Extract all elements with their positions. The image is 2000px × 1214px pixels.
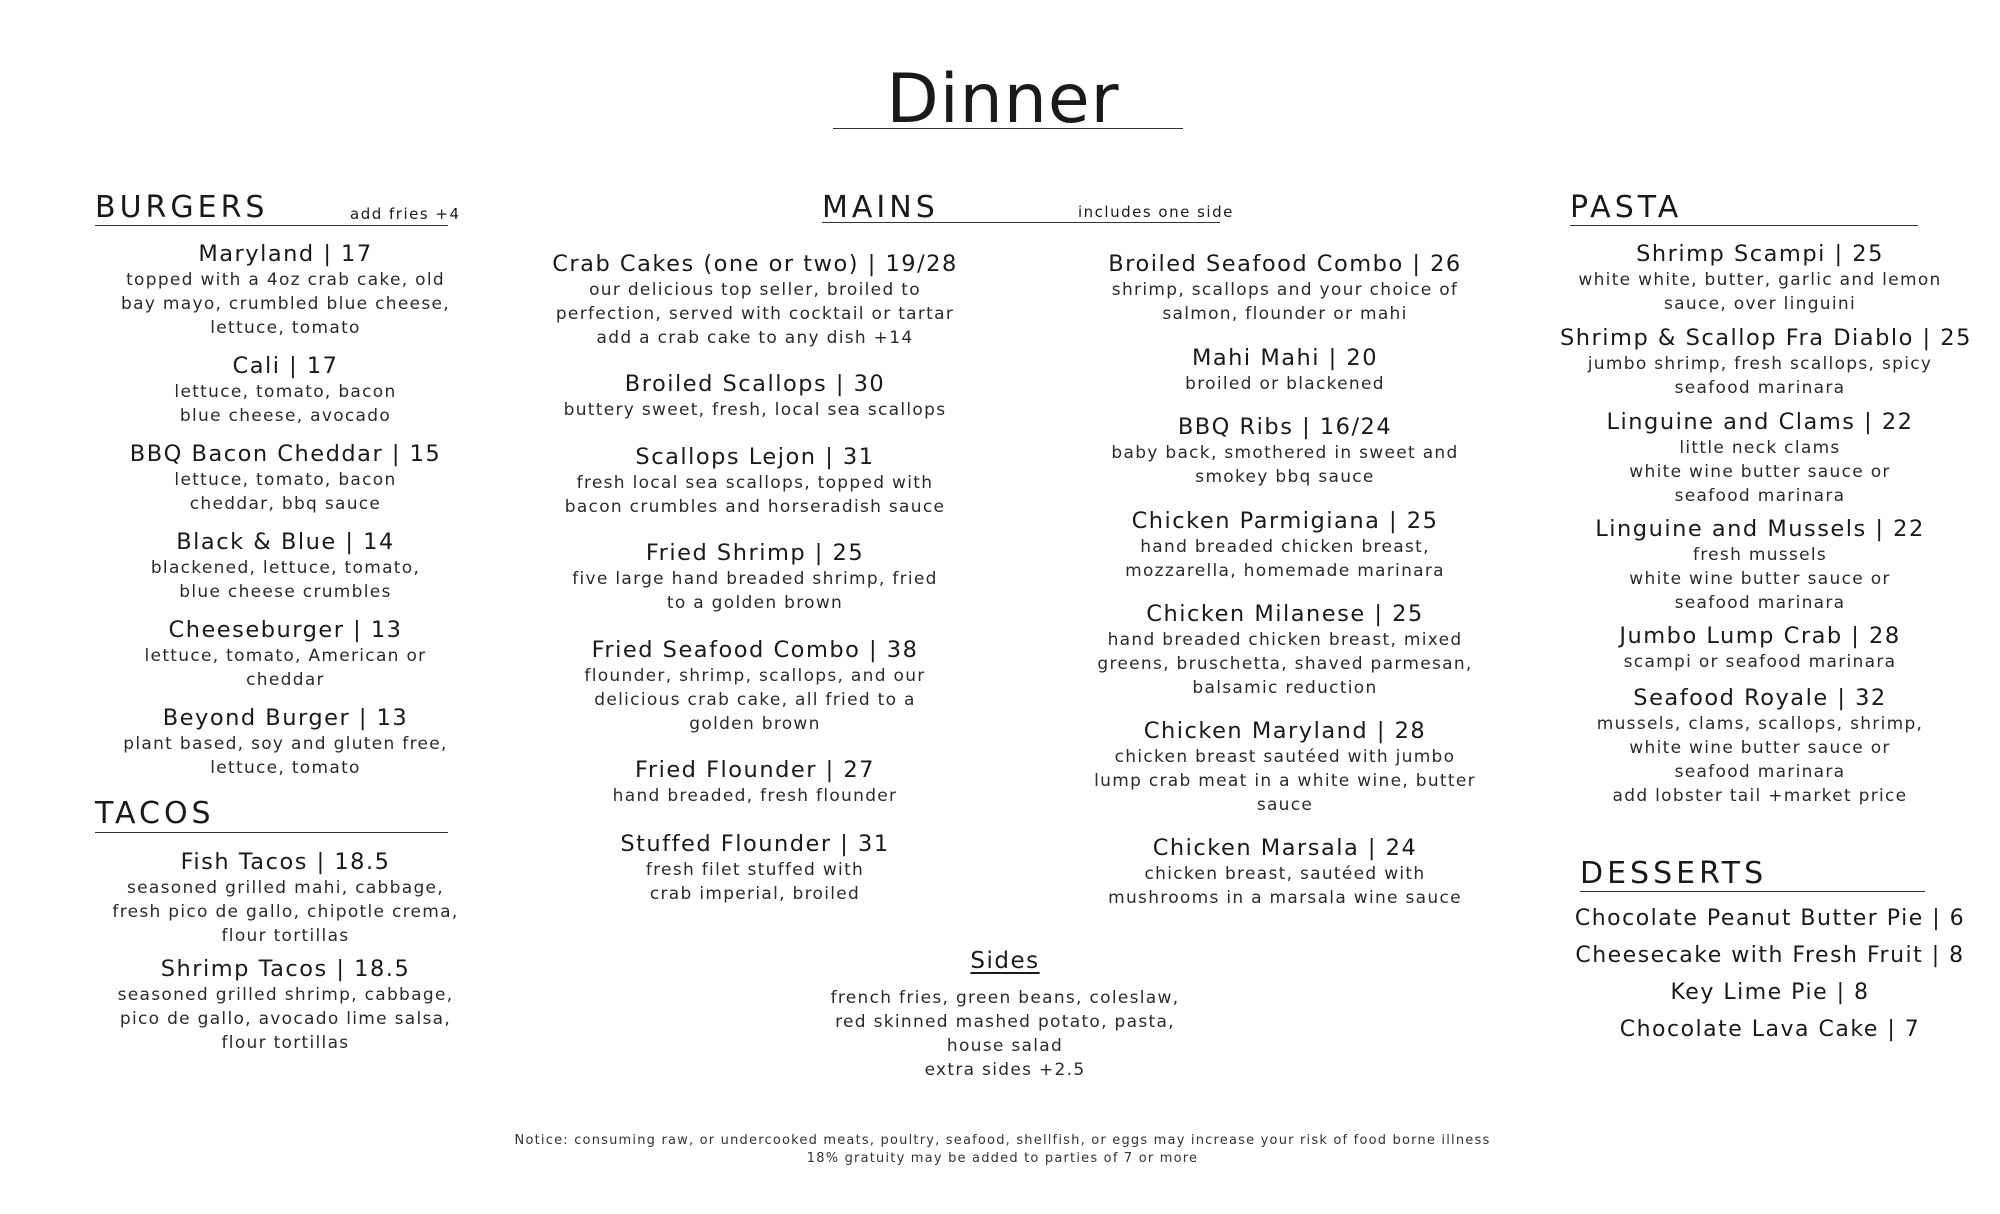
pasta-heading: PASTA [1570, 190, 1683, 225]
item-desc-line: flounder, shrimp, scallops, and our [584, 666, 926, 686]
sides-line: house salad [946, 1036, 1064, 1056]
item-desc-line: seafood marinara [1674, 378, 1846, 398]
item-name: Fried Seafood Combo | 38 [591, 637, 919, 663]
item-desc-line: seafood marinara [1674, 593, 1846, 613]
item-desc-line: hand breaded, fresh flounder [612, 786, 898, 806]
item-desc-line: topped with a 4oz crab cake, old [126, 270, 445, 290]
item-desc-line: blue cheese, avocado [179, 406, 392, 426]
main-item-chicken-maryland [1075, 717, 1495, 817]
item-name: Jumbo Lump Crab | 28 [1619, 623, 1901, 649]
pasta-item-linguine-clams [1560, 408, 1960, 508]
item-desc-line: fresh local sea scallops, topped with [576, 473, 934, 493]
item-name: Linguine and Mussels | 22 [1595, 516, 1925, 542]
item-desc-line: greens, bruschetta, shaved parmesan, [1097, 654, 1473, 674]
item-desc-line: hand breaded chicken breast, mixed [1107, 630, 1463, 650]
item-name: Chicken Milanese | 25 [1146, 601, 1424, 627]
main-item-scallops-lejon [545, 443, 965, 519]
item-name: Broiled Scallops | 30 [624, 371, 886, 397]
burger-item-cheeseburger [108, 616, 463, 692]
pasta-item-seafood-royale [1560, 684, 1960, 808]
item-name: Linguine and Clams | 22 [1606, 409, 1914, 435]
item-desc-line: seafood marinara [1674, 486, 1846, 506]
item-desc-line: balsamic reduction [1192, 678, 1378, 698]
item-desc-line: golden brown [689, 714, 821, 734]
item-desc-line: sauce [1256, 795, 1314, 815]
item-desc-line: perfection, served with cocktail or tartar [555, 304, 955, 324]
item-desc-line: smokey bbq sauce [1195, 467, 1375, 487]
item-desc-line: delicious crab cake, all fried to a [594, 690, 916, 710]
item-desc-line: lettuce, tomato [210, 318, 361, 338]
main-item-bbq-ribs [1075, 413, 1495, 489]
item-name: Seafood Royale | 32 [1633, 685, 1887, 711]
mains-heading: MAINS [822, 190, 939, 225]
item-name: Shrimp Scampi | 25 [1636, 241, 1884, 267]
item-desc-line: lump crab meat in a white wine, butter [1094, 771, 1476, 791]
pasta-item-fra-diablo [1560, 324, 1972, 400]
main-item-mahi-mahi [1075, 344, 1495, 396]
item-desc-line: scampi or seafood marinara [1623, 652, 1897, 672]
main-item-fried-flounder [545, 756, 965, 808]
item-desc-line: buttery sweet, fresh, local sea scallops [563, 400, 947, 420]
sides-title: Sides [970, 948, 1040, 974]
item-desc-line: white wine butter sauce or [1629, 738, 1891, 758]
item-desc-line: chicken breast sautéed with jumbo [1114, 747, 1456, 767]
item-desc-line: flour tortillas [221, 926, 350, 946]
sides-line: red skinned mashed potato, pasta, [835, 1012, 1175, 1032]
sides-line: french fries, green beans, coleslaw, [830, 988, 1180, 1008]
item-name: Maryland | 17 [198, 241, 373, 267]
item-desc-line: shrimp, scallops and your choice of [1111, 280, 1459, 300]
item-desc-line: to a golden brown [666, 593, 844, 613]
dessert-item: Chocolate Lava Cake | 7 [1619, 1017, 1921, 1042]
taco-item-fish [108, 848, 463, 948]
item-desc-line: blackened, lettuce, tomato, [150, 558, 421, 578]
item-desc-line: seafood marinara [1674, 762, 1846, 782]
item-desc-line: sauce, over linguini [1664, 294, 1856, 314]
item-name: Chicken Marsala | 24 [1152, 835, 1418, 861]
burger-item-beyond-burger [108, 704, 463, 780]
item-desc-line: plant based, soy and gluten free, [123, 734, 448, 754]
pasta-divider [1570, 225, 1918, 226]
item-name: Crab Cakes (one or two) | 19/28 [552, 251, 958, 277]
item-name: Mahi Mahi | 20 [1191, 345, 1379, 371]
item-name: Beyond Burger | 13 [162, 705, 409, 731]
item-desc-line: add lobster tail +market price [1612, 786, 1908, 806]
item-desc-line: mozzarella, homemade marinara [1125, 561, 1445, 581]
desserts-divider [1580, 891, 1925, 892]
item-desc-line: five large hand breaded shrimp, fried [572, 569, 938, 589]
item-desc-line: white wine butter sauce or [1629, 569, 1891, 589]
desserts-list [1560, 905, 1980, 1044]
item-desc-line: salmon, flounder or mahi [1162, 304, 1408, 324]
main-item-stuffed-flounder [545, 830, 965, 906]
desserts-heading: DESSERTS [1580, 856, 1768, 891]
gratuity-line: 18% gratuity may be added to parties of 7 or more [806, 1151, 1199, 1166]
footer-notice [400, 1132, 1605, 1168]
item-desc-line: fresh filet stuffed with [645, 860, 865, 880]
item-name: Scallops Lejon | 31 [635, 444, 875, 470]
item-name: Fried Flounder | 27 [635, 757, 875, 783]
item-desc-line: white white, butter, garlic and lemon [1578, 270, 1942, 290]
main-item-crab-cakes [545, 250, 965, 350]
item-desc-line: bacon crumbles and horseradish sauce [564, 497, 946, 517]
item-desc-line: lettuce, tomato [210, 758, 361, 778]
burger-item-cali [108, 352, 463, 428]
burger-item-maryland [108, 240, 463, 340]
item-desc-line: mussels, clams, scallops, shrimp, [1596, 714, 1924, 734]
notice-line: Notice: consuming raw, or undercooked meats, poultry, seafood, shellfish, or eggs may increase your risk of food borne illness [514, 1133, 1491, 1148]
item-desc-line: bay mayo, crumbled blue cheese, [121, 294, 450, 314]
item-desc-line: fresh mussels [1692, 545, 1828, 565]
item-name: Chicken Maryland | 28 [1143, 718, 1427, 744]
main-item-chicken-marsala [1075, 834, 1495, 910]
item-desc-line: cheddar [246, 670, 325, 690]
main-item-broiled-seafood-combo [1075, 250, 1495, 326]
item-name: Stuffed Flounder | 31 [620, 831, 890, 857]
item-desc-line: cheddar, bbq sauce [189, 494, 382, 514]
item-desc-line: flour tortillas [221, 1033, 350, 1053]
item-name: Shrimp & Scallop Fra Diablo | 25 [1560, 325, 1972, 351]
item-name: Cali | 17 [232, 353, 339, 379]
item-desc-line: lettuce, tomato, bacon [174, 382, 397, 402]
dessert-item: Chocolate Peanut Butter Pie | 6 [1574, 906, 1966, 931]
pasta-item-shrimp-scampi [1560, 240, 1960, 316]
sides-section [805, 948, 1205, 1082]
item-name: BBQ Ribs | 16/24 [1177, 414, 1393, 440]
page-title: Dinner [886, 60, 1120, 139]
item-desc-line: seasoned grilled shrimp, cabbage, [117, 985, 454, 1005]
item-desc-line: chicken breast, sautéed with [1144, 864, 1426, 884]
burgers-note: add fries +4 [350, 205, 461, 223]
item-desc-line: our delicious top seller, broiled to [589, 280, 921, 300]
item-desc-line: hand breaded chicken breast, [1140, 537, 1430, 557]
item-desc-line: little neck clams [1679, 438, 1841, 458]
item-name: BBQ Bacon Cheddar | 15 [129, 441, 442, 467]
burger-item-bbq-bacon-cheddar [108, 440, 463, 516]
main-item-fried-shrimp [545, 539, 965, 615]
item-name: Fried Shrimp | 25 [645, 540, 865, 566]
item-name: Shrimp Tacos | 18.5 [160, 956, 411, 982]
item-desc-line: broiled or blackened [1185, 374, 1385, 394]
item-name: Fish Tacos | 18.5 [180, 849, 391, 875]
item-desc-line: pico de gallo, avocado lime salsa, [119, 1009, 452, 1029]
item-desc-line: lettuce, tomato, American or [144, 646, 427, 666]
title-divider [833, 128, 1183, 129]
item-desc-line: seasoned grilled mahi, cabbage, [126, 878, 445, 898]
item-desc-line: fresh pico de gallo, chipotle crema, [112, 902, 459, 922]
pasta-item-linguine-mussels [1560, 515, 1960, 615]
burger-item-black-and-blue [108, 528, 463, 604]
item-desc-line: white wine butter sauce or [1629, 462, 1891, 482]
dessert-item: Key Lime Pie | 8 [1670, 980, 1870, 1005]
main-item-broiled-scallops [545, 370, 965, 422]
item-name: Broiled Seafood Combo | 26 [1108, 251, 1462, 277]
dessert-item: Cheesecake with Fresh Fruit | 8 [1575, 943, 1965, 968]
burgers-divider [95, 225, 448, 226]
tacos-divider [95, 832, 448, 833]
mains-note: includes one side [1078, 203, 1234, 221]
item-desc-line: blue cheese crumbles [179, 582, 392, 602]
item-name: Chicken Parmigiana | 25 [1131, 508, 1439, 534]
burgers-heading: BURGERS [95, 190, 269, 225]
main-item-chicken-parmigiana [1075, 507, 1495, 583]
taco-item-shrimp [108, 955, 463, 1055]
sides-line: extra sides +2.5 [924, 1060, 1086, 1080]
main-item-fried-seafood-combo [545, 636, 965, 736]
item-desc-line: jumbo shrimp, fresh scallops, spicy [1587, 354, 1933, 374]
item-name: Black & Blue | 14 [176, 529, 395, 555]
item-desc-line: lettuce, tomato, bacon [174, 470, 397, 490]
tacos-heading: TACOS [95, 796, 215, 831]
item-name: Cheeseburger | 13 [168, 617, 403, 643]
mains-divider [822, 222, 1220, 223]
item-desc-line: baby back, smothered in sweet and [1111, 443, 1459, 463]
pasta-item-jumbo-lump-crab [1560, 622, 1960, 674]
item-desc-line: mushrooms in a marsala wine sauce [1108, 888, 1462, 908]
main-item-chicken-milanese [1075, 600, 1495, 700]
item-desc-line: add a crab cake to any dish +14 [596, 328, 914, 348]
item-desc-line: crab imperial, broiled [649, 884, 861, 904]
